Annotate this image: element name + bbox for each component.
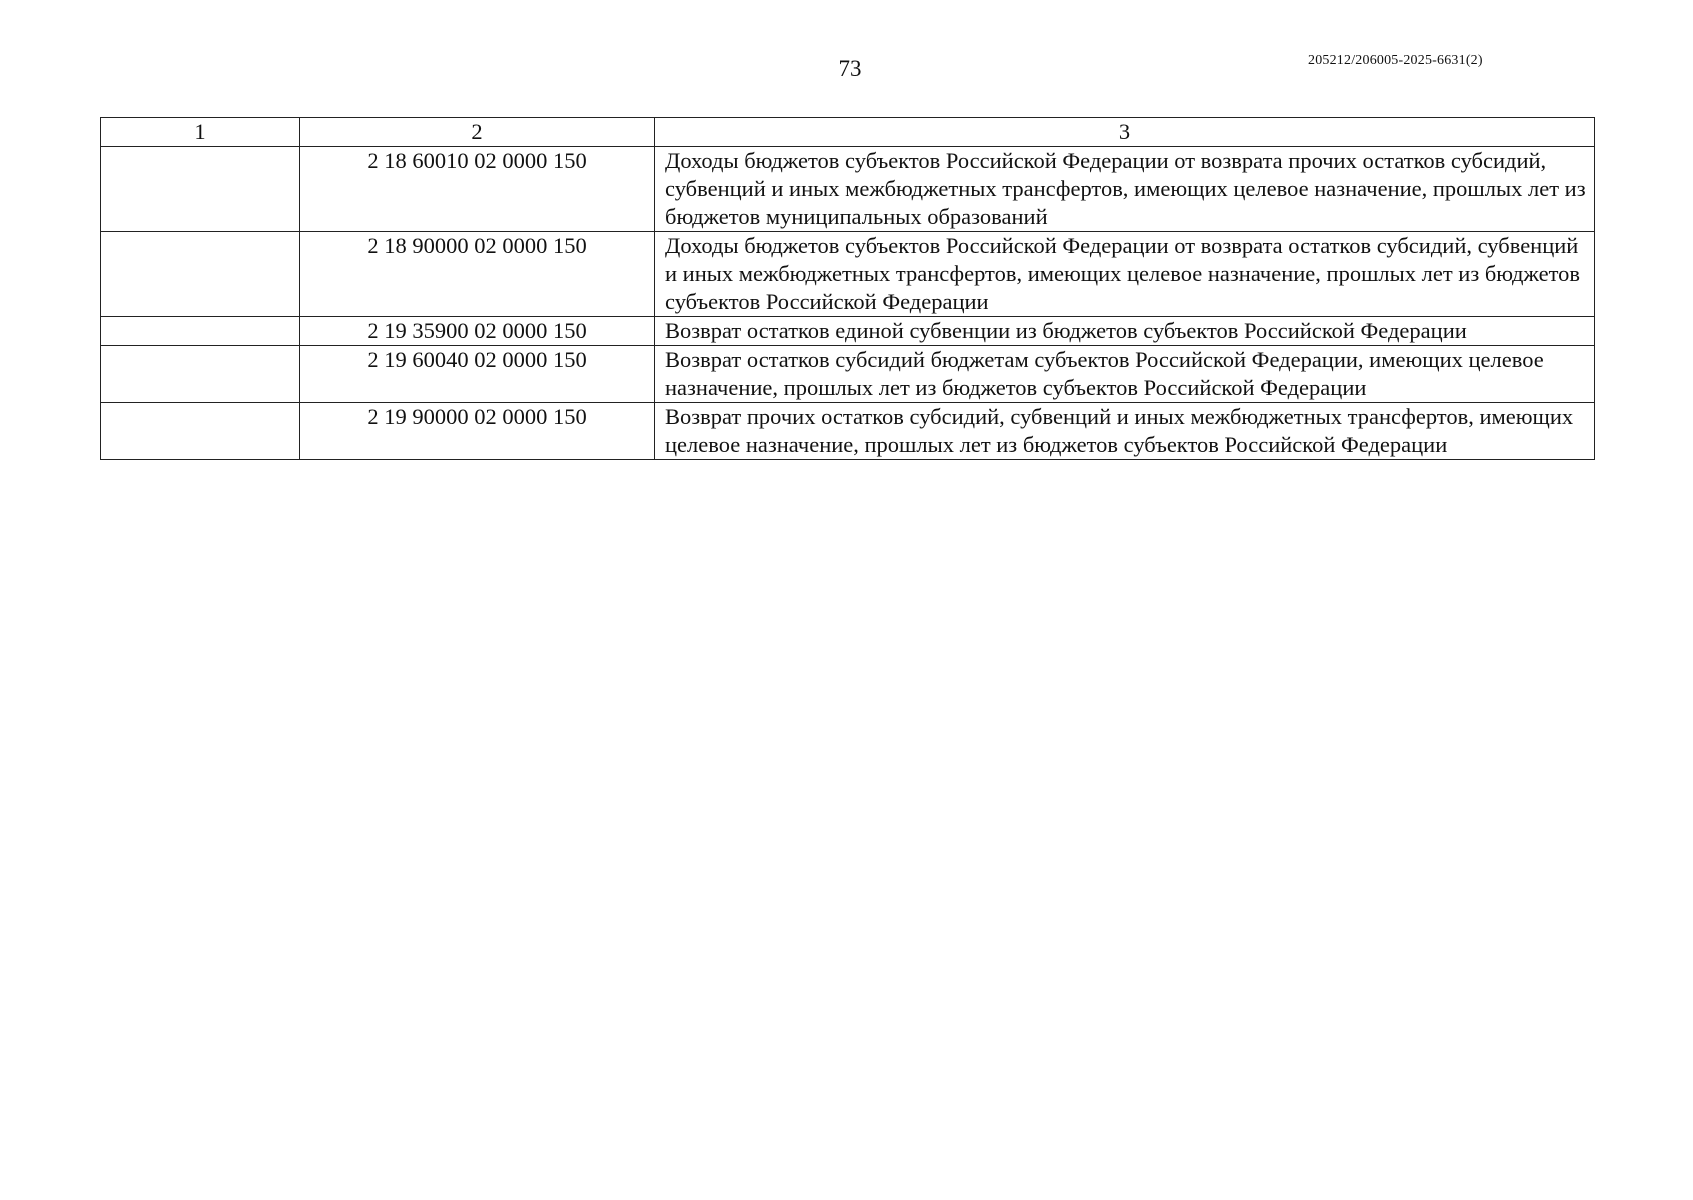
- budget-code: 2 19 35900 02 0000 150: [300, 317, 655, 346]
- budget-code: 2 19 60040 02 0000 150: [300, 346, 655, 403]
- table-header-row: [101, 118, 1595, 147]
- table-row: [101, 403, 1595, 460]
- income-description: Доходы бюджетов субъектов Российской Федерации от возврата остатков субсидий, субвенций и иных межбюджетных трансфертов, имеющих целевое назначение, прошлых лет из бюджетов субъектов Российской Федерации: [655, 232, 1595, 317]
- budget-classification-table: [100, 117, 1595, 460]
- table-row: [101, 147, 1595, 232]
- column-header-2: 2: [300, 118, 655, 147]
- row-cell-col1: [101, 317, 300, 346]
- table-row: [101, 346, 1595, 403]
- row-cell-col1: [101, 346, 300, 403]
- income-description: Возврат остатков субсидий бюджетам субъектов Российской Федерации, имеющих целевое назначение, прошлых лет из бюджетов субъектов Российской Федерации: [655, 346, 1595, 403]
- row-cell-col1: [101, 403, 300, 460]
- budget-code: 2 19 90000 02 0000 150: [300, 403, 655, 460]
- income-description: Доходы бюджетов субъектов Российской Федерации от возврата прочих остатков субсидий, субвенций и иных межбюджетных трансфертов, имеющих целевое назначение, прошлых лет из бюджетов муниципальных образований: [655, 147, 1595, 232]
- table-row: [101, 317, 1595, 346]
- budget-code: 2 18 90000 02 0000 150: [300, 232, 655, 317]
- income-description: Возврат прочих остатков субсидий, субвенций и иных межбюджетных трансфертов, имеющих целевое назначение, прошлых лет из бюджетов субъектов Российской Федерации: [655, 403, 1595, 460]
- page-number: 73: [838, 56, 862, 81]
- budget-code: 2 18 60010 02 0000 150: [300, 147, 655, 232]
- column-header-3: 3: [655, 118, 1595, 147]
- row-cell-col1: [101, 147, 300, 232]
- column-header-1: 1: [101, 118, 300, 147]
- income-description: Возврат остатков единой субвенции из бюджетов субъектов Российской Федерации: [655, 317, 1595, 346]
- row-cell-col1: [101, 232, 300, 317]
- table-row: [101, 232, 1595, 317]
- document-reference: 205212/206005-2025-6631(2): [1308, 53, 1483, 68]
